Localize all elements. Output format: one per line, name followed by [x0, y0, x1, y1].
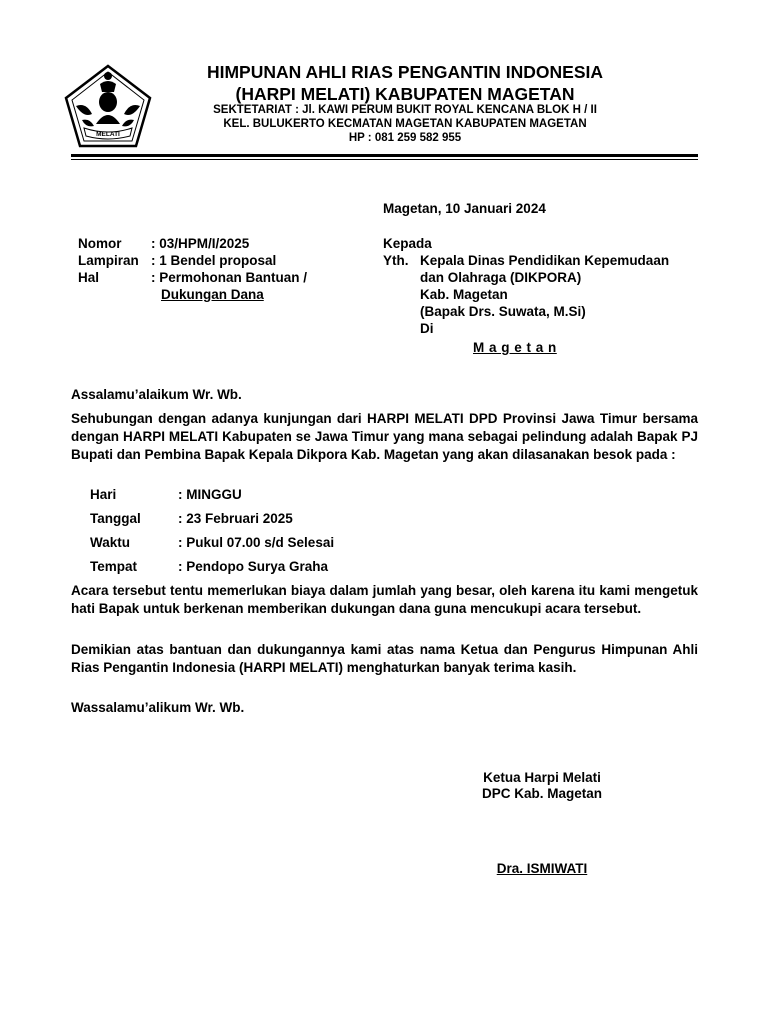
schedule-tempat-label: Tempat — [90, 559, 138, 574]
nomor-value: : 03/HPM/I/2025 — [151, 236, 250, 251]
recipient-line3: Kab. Magetan — [420, 287, 508, 302]
recipient-line2: dan Olahraga (DIKPORA) — [420, 270, 582, 285]
paragraph-2: Acara tersebut tentu memerlukan biaya dalam jumlah yang besar, oleh karena itu kami mengetuk hati Bapak untuk berkenan memberikan dukungan dana guna mencukupi acara tersebut. — [71, 583, 698, 616]
signature-title-line2: DPC Kab. Magetan — [481, 786, 603, 801]
schedule-hari-value: : MINGGU — [178, 487, 242, 502]
recipient-city: M a g e t a n — [473, 340, 557, 355]
header-divider-thick — [71, 154, 698, 157]
org-name-line1: HIMPUNAN AHLI RIAS PENGANTIN INDONESIA — [206, 62, 604, 82]
closing: Wassalamu’alikum Wr. Wb. — [71, 700, 245, 715]
address-line2: KEL. BULUKERTO KECMATAN MAGETAN KABUPATEN MAGETAN — [223, 118, 587, 130]
greeting: Assalamu’alaikum Wr. Wb. — [71, 387, 242, 402]
yth-label: Yth. — [383, 253, 409, 268]
hal-label: Hal — [78, 270, 100, 285]
paragraph-1: Sehubungan dengan adanya kunjungan dari HARPI MELATI DPD Provinsi Jawa Timur bersama dengan HARPI MELATI Kabupaten se Jawa Timur yang mana sebagai pelindung adalah Bapak PJ Bupati dan Pembina Bapak Kepala Dikpora Kab. Magetan yang akan dilasanakan besok pada : — [71, 411, 698, 462]
lampiran-label: Lampiran — [78, 253, 139, 268]
recipient-line1: Kepala Dinas Pendidikan Kepemudaan — [420, 253, 670, 268]
schedule-waktu-label: Waktu — [90, 535, 130, 550]
logo-text: MELATI — [96, 131, 120, 138]
hal-value-line2: Dukungan Dana — [161, 287, 264, 302]
schedule-hari-label: Hari — [90, 487, 117, 502]
signature-title-line1: Ketua Harpi Melati — [483, 770, 601, 785]
org-name-line2: (HARPI MELATI) KABUPATEN MAGETAN — [235, 84, 575, 104]
phone-number: HP : 081 259 582 955 — [348, 132, 462, 144]
schedule-tanggal-value: : 23 Februari 2025 — [178, 511, 293, 526]
recipient-line4: (Bapak Drs. Suwata, M.Si) — [420, 304, 586, 319]
kepada-label: Kepada — [383, 236, 432, 251]
hal-value-line1: : Permohonan Bantuan / — [151, 270, 308, 285]
schedule-tempat-value: : Pendopo Surya Graha — [178, 559, 329, 574]
date-place: Magetan, 10 Januari 2024 — [383, 201, 546, 216]
address-line1: SEKTETARIAT : Jl. KAWI PERUM BUKIT ROYAL KENCANA BLOK H / II — [213, 104, 597, 116]
lampiran-value: : 1 Bendel proposal — [151, 253, 277, 268]
nomor-label: Nomor — [78, 236, 122, 251]
signatory-name: Dra. ISMIWATI — [496, 861, 588, 876]
paragraph-3: Demikian atas bantuan dan dukungannya kami atas nama Ketua dan Pengurus Himpunan Ahli Rias Pengantin Indonesia (HARPI MELATI) menghaturkan banyak terima kasih. — [71, 642, 698, 675]
header-divider-thin — [71, 159, 698, 160]
schedule-waktu-value: : Pukul 07.00 s/d Selesai — [178, 535, 335, 550]
schedule-tanggal-label: Tanggal — [90, 511, 141, 526]
recipient-line5: Di — [420, 321, 434, 336]
